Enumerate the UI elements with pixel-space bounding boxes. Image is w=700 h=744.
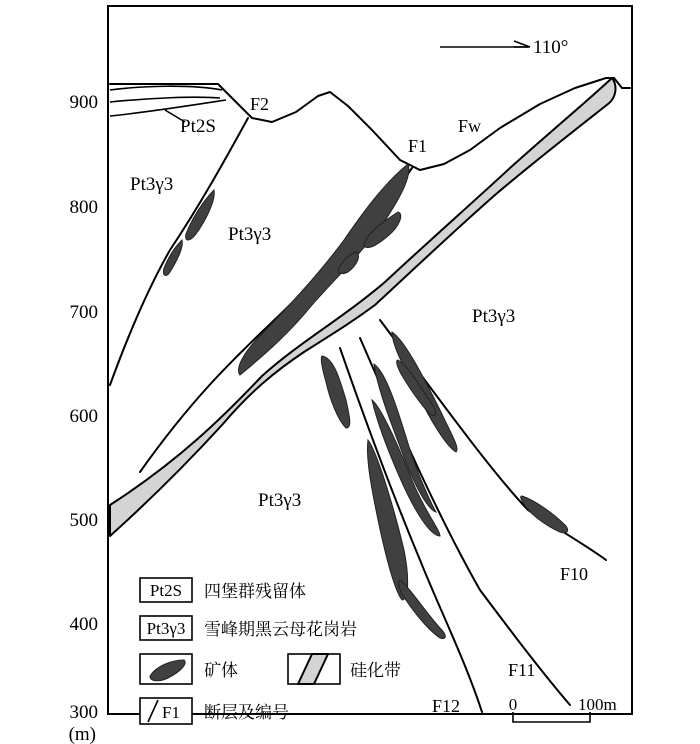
ore-body-main-f1 bbox=[239, 164, 409, 375]
legend-symbol-fault-text: F1 bbox=[162, 703, 180, 722]
fault-f12-line bbox=[340, 348, 482, 712]
fault-label-f12: F12 bbox=[432, 696, 461, 716]
fault-label-f1: F1 bbox=[408, 136, 428, 156]
unit-label-pt3-lower: Pt3γ3 bbox=[258, 490, 302, 511]
y-tick-300: 300 bbox=[69, 702, 98, 723]
fault-label-f2: F2 bbox=[250, 94, 270, 114]
unit-label-pt3-center: Pt3γ3 bbox=[228, 224, 272, 245]
scale-label-start: 0 bbox=[508, 695, 518, 714]
legend-label-pt3: 雪峰期黑云母花岗岩 bbox=[204, 620, 357, 640]
ore-body-f10 bbox=[521, 496, 568, 533]
y-tick-900: 900 bbox=[69, 92, 98, 113]
orientation-label: 110° bbox=[533, 37, 569, 58]
y-axis bbox=[69, 92, 98, 744]
scale-label-end: 100m bbox=[578, 695, 617, 714]
legend bbox=[140, 578, 401, 724]
legend-label-ore: 矿体 bbox=[204, 661, 238, 681]
ore-bodies bbox=[163, 164, 567, 639]
ore-body-upper-left bbox=[186, 190, 215, 240]
fault-f10-line bbox=[380, 320, 606, 560]
y-tick-700: 700 bbox=[69, 302, 98, 323]
ore-body-lower-1 bbox=[321, 356, 350, 428]
legend-label-silic: 硅化带 bbox=[350, 661, 401, 681]
unit-label-pt2s: Pt2S bbox=[180, 116, 216, 137]
fault-label-fw: Fw bbox=[458, 116, 482, 136]
legend-symbol-pt3-text: Pt3γ3 bbox=[146, 619, 186, 638]
silicified-zone bbox=[110, 78, 615, 536]
unit-label-pt3-upper-left: Pt3γ3 bbox=[130, 174, 174, 195]
orientation-arrow bbox=[440, 37, 568, 58]
y-tick-400: 400 bbox=[69, 614, 98, 635]
scale-bar bbox=[509, 695, 617, 722]
fault-label-f11: F11 bbox=[508, 660, 536, 680]
y-tick-500: 500 bbox=[69, 510, 98, 531]
legend-symbol-pt2s-text: Pt2S bbox=[149, 581, 183, 600]
legend-label-pt2s: 四堡群残留体 bbox=[204, 582, 306, 602]
unit-label-pt3-right: Pt3γ3 bbox=[472, 306, 516, 327]
legend-label-fault: 断层及编号 bbox=[204, 703, 289, 723]
y-tick-800: 800 bbox=[69, 197, 98, 218]
y-axis-unit: (m) bbox=[68, 724, 96, 744]
ore-body-lower-6 bbox=[399, 580, 446, 639]
y-tick-600: 600 bbox=[69, 406, 98, 427]
fault-label-f10: F10 bbox=[560, 564, 589, 584]
